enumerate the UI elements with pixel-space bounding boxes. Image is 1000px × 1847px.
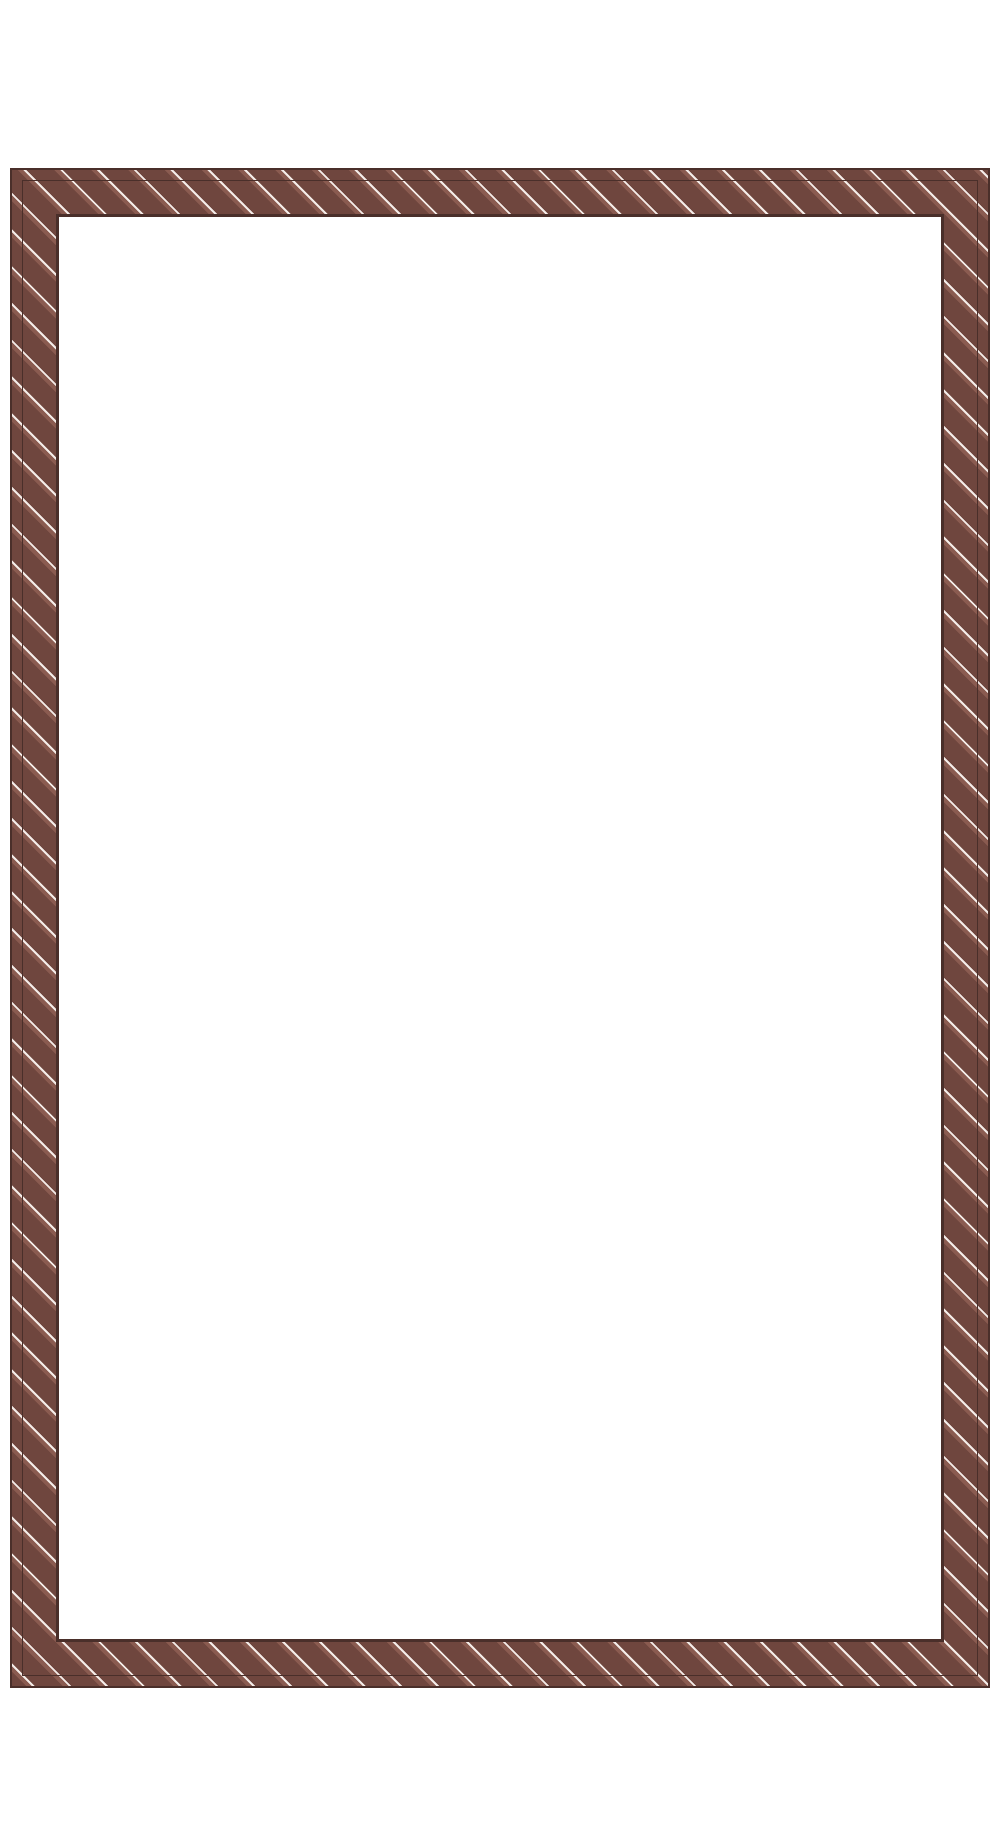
quran-text-area xyxy=(74,236,926,1656)
page-header xyxy=(0,0,1000,160)
